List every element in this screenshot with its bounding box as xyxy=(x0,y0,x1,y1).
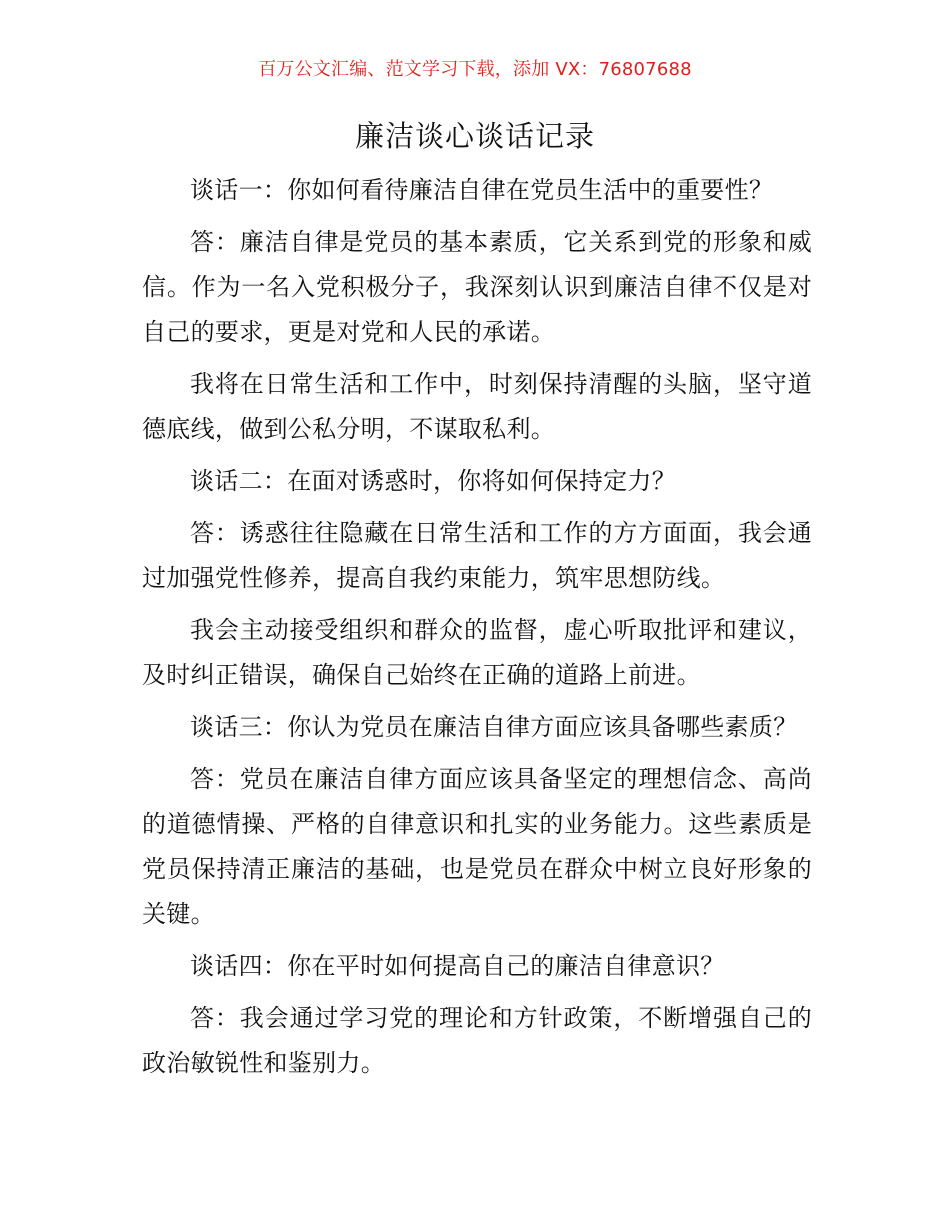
question-4: 谈话四：你在平时如何提高自己的廉洁自律意识？ xyxy=(190,952,725,980)
answer-3: 答：党员在廉洁自律方面应该具备坚定的理想信念、高尚的道德情操、严格的自律意识和扎实的业务能力。这些素质是党员保持清正廉洁的基础，也是党员在群众中树立良好形象的关键。 xyxy=(142,765,812,928)
answer-2: 答：诱惑往往隐藏在日常生活和工作的方方面面，我会通过加强党性修养，提高自我约束能力，筑牢思想防线。 xyxy=(142,519,812,592)
document-body xyxy=(142,168,812,1093)
answer-2-continued: 我会主动接受组织和群众的监督，虚心听取批评和建议，及时纠正错误，确保自己始终在正确的道路上前进。 xyxy=(142,616,812,689)
answer-4: 答：我会通过学习党的理论和方针政策，不断增强自己的政治敏锐性和鉴别力。 xyxy=(142,1004,812,1077)
question-3: 谈话三：你认为党员在廉洁自律方面应该具备哪些素质？ xyxy=(190,713,798,741)
header-banner: 百万公文汇编、范文学习下载，添加 VX：76807688 xyxy=(258,59,692,80)
document-title: 廉洁谈心谈话记录 xyxy=(354,119,595,153)
answer-1: 答：廉洁自律是党员的基本素质，它关系到党的形象和威信。作为一名入党积极分子，我深刻认识到廉洁自律不仅是对自己的要求，更是对党和人民的承诺。 xyxy=(142,228,812,346)
question-1: 谈话一：你如何看待廉洁自律在党员生活中的重要性？ xyxy=(190,176,774,204)
answer-1-continued: 我将在日常生活和工作中，时刻保持清醒的头脑，坚守道德底线，做到公私分明，不谋取私利。 xyxy=(142,370,812,443)
question-2: 谈话二：在面对诱惑时，你将如何保持定力？ xyxy=(190,467,676,495)
